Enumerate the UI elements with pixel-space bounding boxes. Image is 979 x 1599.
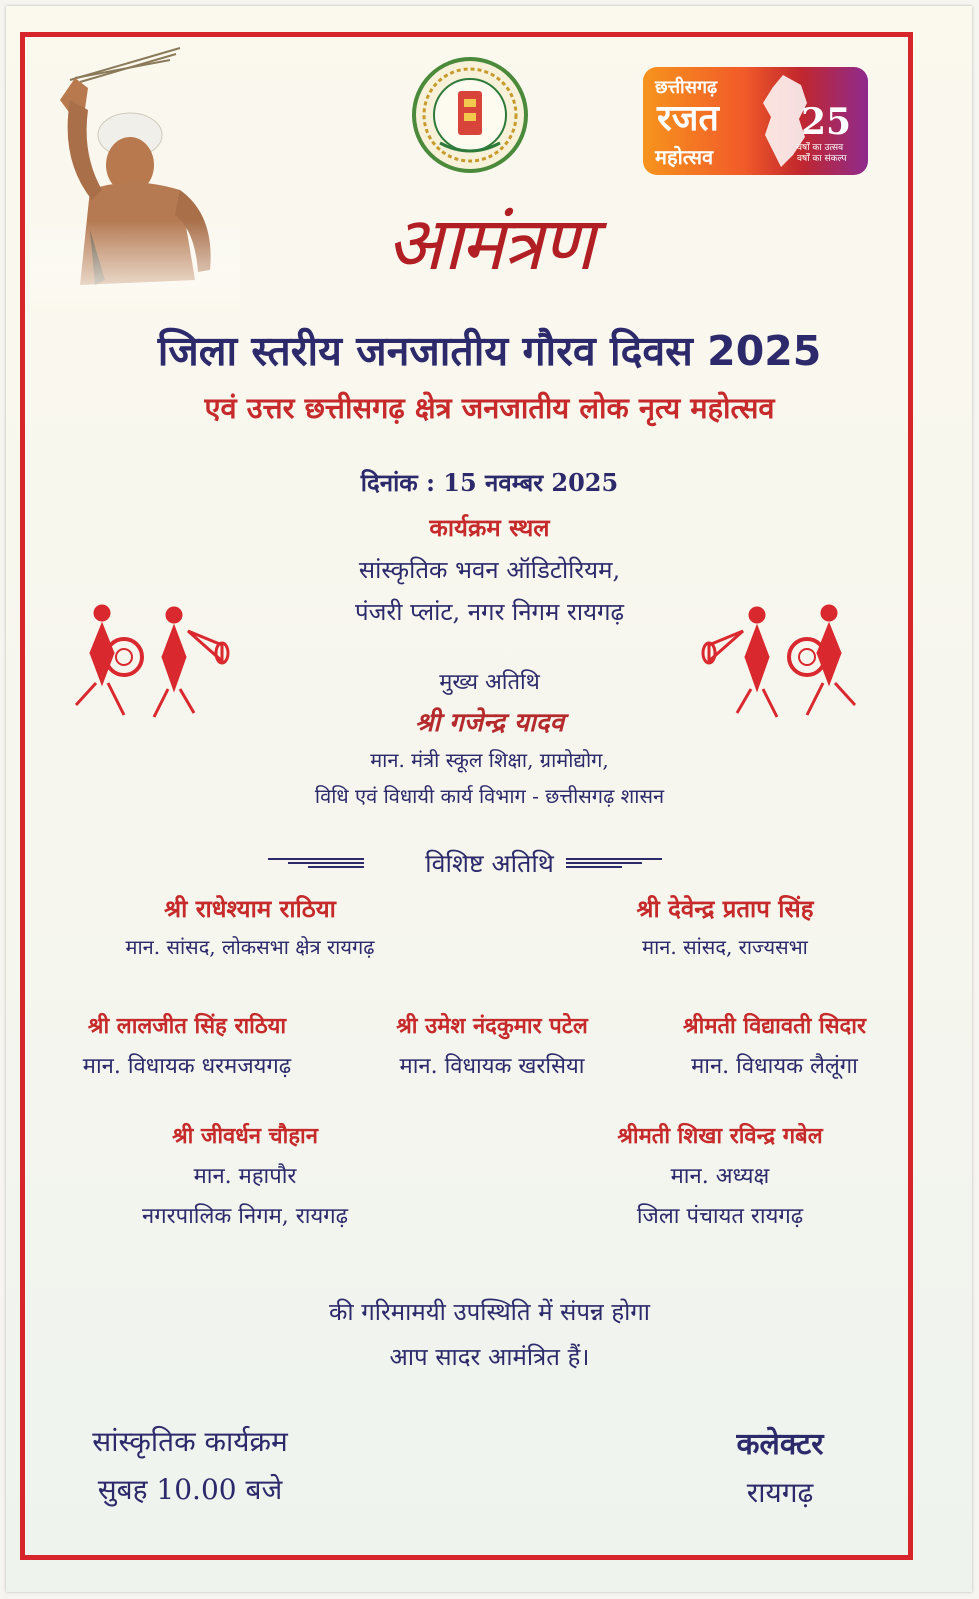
- logo-number: 25: [801, 101, 852, 143]
- chief-guest-role1: मान. मंत्री स्कूल शिक्षा, ग्रामोद्योग,: [370, 748, 609, 772]
- guest-role: मान. विधायक धरमजयगढ़: [82, 1054, 292, 1079]
- guest-card: [32, 1010, 342, 1080]
- guest-name: श्री देवेन्द्र प्रताप सिंह: [636, 894, 814, 923]
- venue-label: कार्यक्रम स्थल: [429, 513, 550, 542]
- chief-guest-name: श्री गजेन्द्र यादव: [414, 708, 565, 738]
- guest-role: मान. महापौर: [193, 1164, 297, 1189]
- guest-role: मान. सांसद, लोकसभा क्षेत्र रायगढ़: [125, 935, 375, 959]
- guest-card: [560, 892, 890, 960]
- chief-guest-role2: विधि एवं विधायी कार्य विभाग - छत्तीसगढ़ शासन: [314, 784, 665, 808]
- logo-text-line1: छत्तीसगढ़: [655, 77, 718, 98]
- venue-line2: पंजरी प्लांट, नगर निगम रायगढ़: [354, 598, 625, 626]
- guest-role: मान. अध्यक्ष: [670, 1164, 770, 1189]
- guest-name: श्रीमती शिखा रविन्द्र गबेल: [617, 1123, 823, 1149]
- cultural-program-block: [50, 1422, 330, 1508]
- host-block: [680, 1422, 880, 1511]
- closing-line2: आप सादर आमंत्रित हैं।: [389, 1343, 590, 1371]
- chief-guest-label: मुख्य अतिथि: [439, 670, 540, 695]
- logo-text-line3: महोत्सव: [655, 145, 714, 169]
- guest-name: श्री उमेश नंदकुमार पटेल: [396, 1013, 588, 1039]
- guest-card: [642, 1010, 907, 1080]
- guest-card: [342, 1010, 642, 1080]
- event-subtitle: एवं उत्तर छत्तीसगढ़ क्षेत्र जनजातीय लोक नृत्य महोत्सव: [204, 391, 775, 425]
- invitation-heading: आमंत्रण: [386, 201, 593, 287]
- guest-role: मान. विधायक खरसिया: [399, 1054, 585, 1079]
- host-label: कलेक्टर: [736, 1427, 824, 1462]
- venue-line1: सांस्कृतिक भवन ऑडिटोरियम,: [358, 556, 621, 584]
- special-guests-label: विशिष्ट अतिथि: [425, 849, 554, 878]
- event-title: जिला स्तरीय जनजातीय गौरव दिवस 2025: [157, 327, 822, 375]
- guest-role: मान. विधायक लैलूंगा: [691, 1054, 858, 1079]
- event-date: दिनांक : 15 नवम्बर 2025: [360, 468, 619, 497]
- guest-name: श्रीमती विद्यावती सिदार: [683, 1013, 866, 1039]
- guest-role: मान. सांसद, राज्यसभा: [642, 935, 808, 959]
- closing-line1: की गरिमामयी उपस्थिति में संपन्न होगा: [328, 1298, 651, 1326]
- guest-role: जिला पंचायत रायगढ़: [636, 1204, 804, 1229]
- program-label: सांस्कृतिक कार्यक्रम: [92, 1425, 288, 1458]
- guest-name: श्री राधेश्याम राठिया: [164, 894, 336, 923]
- guest-name: श्री लालजीत सिंह राठिया: [87, 1013, 287, 1039]
- guest-card: [60, 892, 440, 960]
- guest-role: नगरपालिक निगम, रायगढ़: [142, 1204, 348, 1229]
- guest-card: [545, 1120, 895, 1230]
- rajat-mahotsav-logo: [643, 67, 868, 175]
- guest-card: [60, 1120, 430, 1230]
- program-time: सुबह 10.00 बजे: [97, 1473, 283, 1506]
- host-place: रायगढ़: [746, 1476, 814, 1509]
- logo-tagline: वर्षों का उत्सव वर्षों का संकल्प: [797, 143, 847, 164]
- logo-text-line2: रजत: [657, 98, 719, 139]
- divider-lines-right: [566, 856, 662, 870]
- state-emblem: [410, 55, 530, 175]
- guest-name: श्री जीवर्धन चौहान: [172, 1123, 318, 1149]
